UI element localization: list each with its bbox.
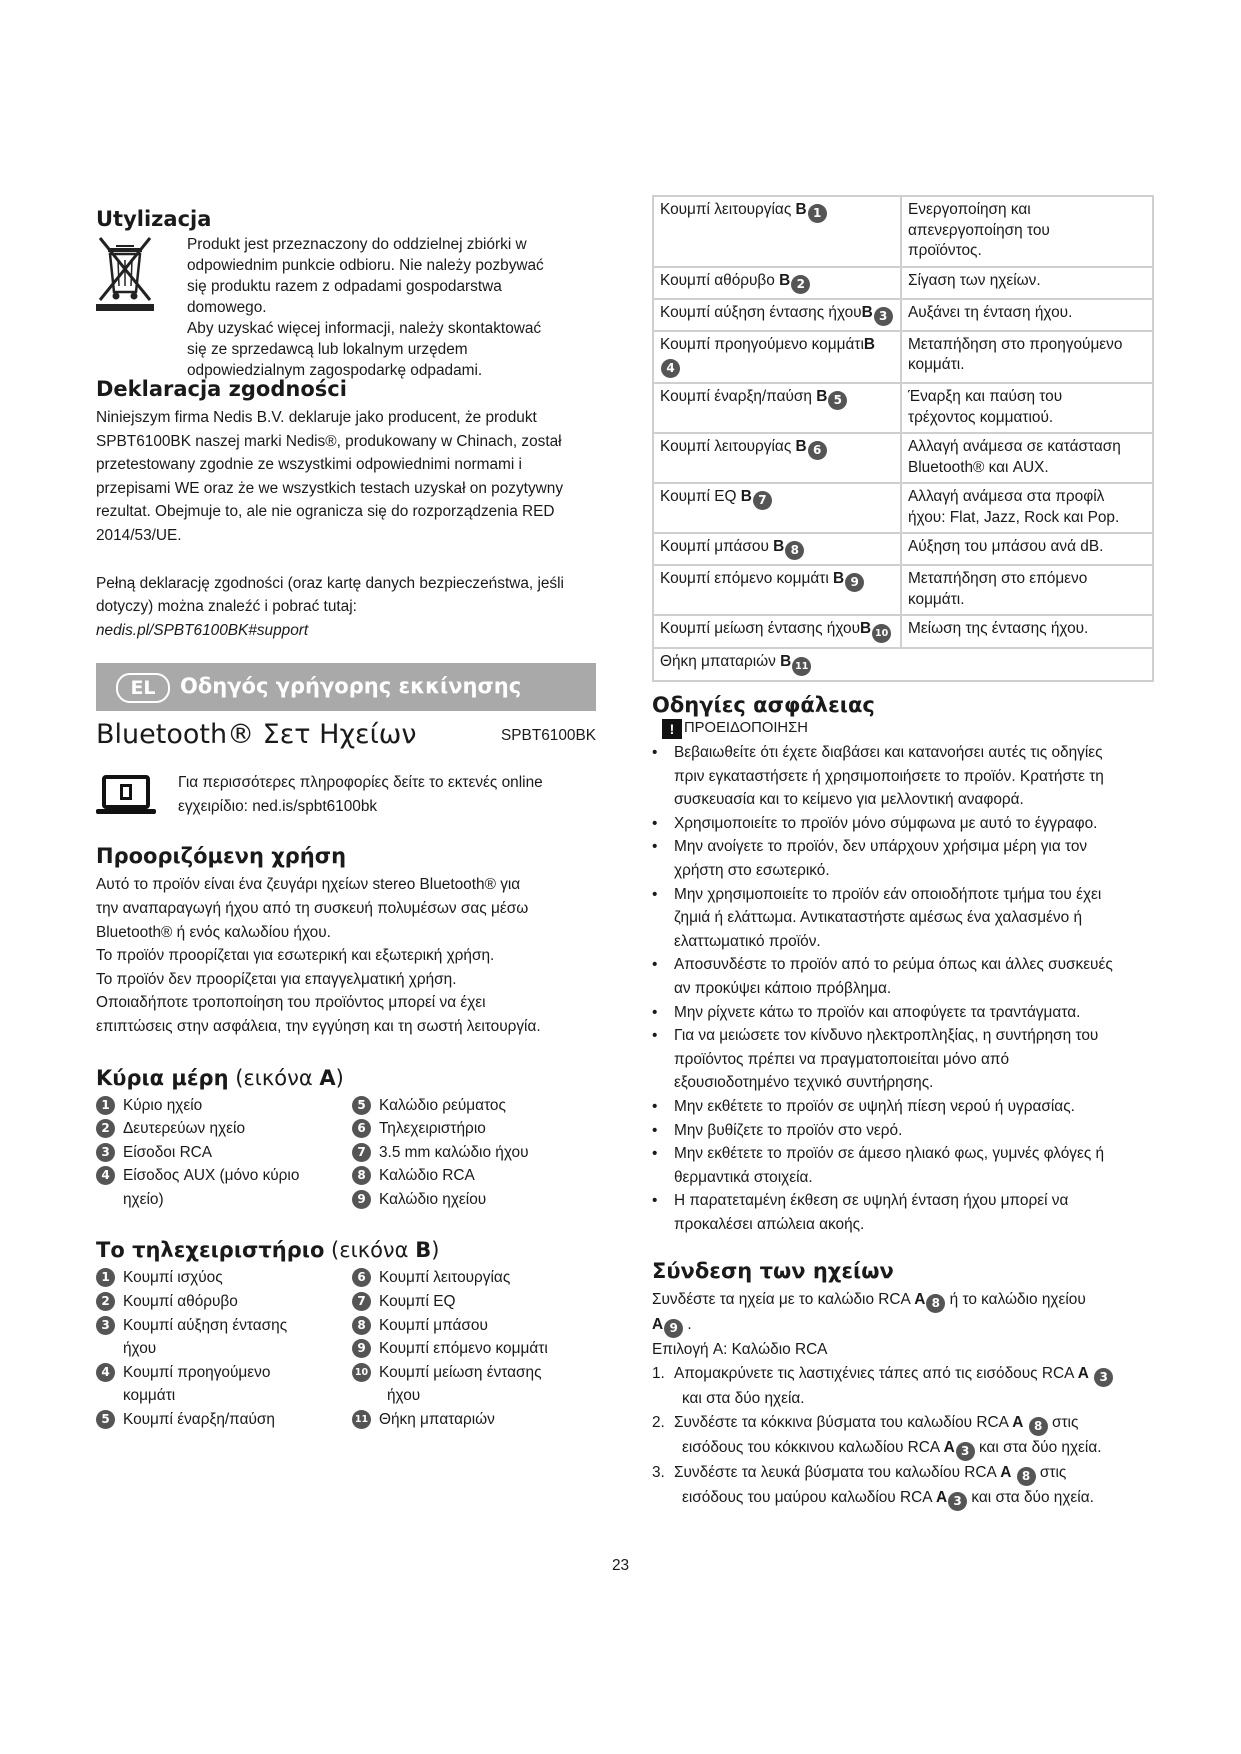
cell-text: Κουμπί EQ (660, 488, 741, 505)
button-name-cell (653, 565, 901, 615)
number-badge: 3 (1094, 1368, 1113, 1387)
text-line: Αυτό το προϊόν είναι ένα ζευγάρι ηχείων stereo Bluetooth® για (96, 876, 521, 894)
button-functions-table (652, 195, 1154, 682)
table-row (653, 267, 1153, 299)
table-row (653, 433, 1153, 483)
list-item (352, 1290, 592, 1314)
step-number: 3. (652, 1463, 665, 1481)
cell-line: Ενεργοποίηση και (908, 201, 1031, 218)
text-line: Bluetooth® ή ενός καλωδίου ήχου. (96, 923, 331, 941)
button-name-cell (653, 648, 1153, 681)
table-row (653, 331, 1153, 384)
number-badge: 7 (753, 491, 772, 510)
text-line (674, 1411, 1154, 1436)
cell-line: Μείωση της έντασης ήχου. (908, 620, 1089, 637)
part-label: Καλώδιο ρεύματος (379, 1096, 506, 1114)
text-line (674, 1461, 1154, 1486)
text-line: Οποιαδήποτε τροποποίηση του προϊόντος μπορεί να έχει (96, 994, 486, 1012)
figure-ref: A (652, 1316, 664, 1334)
text-line: Το προϊόν δεν προορίζεται για επαγγελματική χρήση. (96, 970, 457, 988)
right-column (652, 195, 1154, 1511)
list-item (352, 1164, 592, 1188)
figure-ref: B (415, 1238, 432, 1263)
title-main: Κύρια μέρη (96, 1065, 229, 1090)
text-line: προϊόντος πρέπει να πραγματοποιείται μόνο από (674, 1050, 1010, 1068)
declaration-text (96, 406, 596, 642)
title-end: ) (431, 1238, 440, 1263)
cell-text: Θήκη μπαταριών (660, 653, 781, 670)
number-badge: 8 (785, 541, 804, 560)
text-line: domowego. (187, 299, 267, 316)
language-badge: EL (116, 673, 170, 703)
remote-parts-list (96, 1266, 596, 1431)
list-item (652, 1095, 1154, 1119)
title-end: ) (335, 1065, 344, 1090)
text-line: 2014/53/UE. (96, 526, 182, 544)
cell-text: Κουμπί αύξηση έντασης ήχου (660, 303, 862, 321)
text-line: χρήστη στο εσωτερικό. (674, 861, 830, 879)
number-badge: 4 (96, 1363, 115, 1382)
list-item (652, 1189, 1154, 1236)
text-line: πριν εγκαταστήσετε ή χρησιμοποιήσετε το προϊόν. Κρατήστε τη (674, 767, 1104, 785)
banner-title: Οδηγός γρήγορης εκκίνησης (180, 674, 522, 699)
list-item (652, 1024, 1154, 1095)
part-label: Είσοδος AUX (μόνο κύριο (123, 1167, 300, 1185)
table-row (653, 533, 1153, 565)
number-badge: 10 (352, 1363, 371, 1382)
number-badge: 4 (96, 1166, 115, 1185)
main-parts-title (96, 1065, 596, 1091)
number-badge: 1 (808, 204, 827, 223)
function-cell (901, 483, 1153, 533)
number-badge: 6 (352, 1268, 371, 1287)
cell-text: Κουμπί μείωση έντασης ήχου (660, 620, 861, 637)
cell-text: Κουμπί προηγούμενο κομμάτι (660, 335, 864, 353)
safety-title: Οδηγίες ασφάλειας (652, 693, 875, 717)
remote-parts-right (352, 1266, 592, 1431)
figure-ref: B (861, 303, 873, 321)
declaration-title: Deklaracja zgodności (96, 377, 347, 401)
product-header (96, 715, 596, 759)
text-line: θερμαντικά στοιχεία. (674, 1168, 813, 1186)
text-line (674, 1362, 1154, 1387)
figure-ref: B (860, 620, 872, 637)
list-item (652, 1119, 1154, 1143)
warning-line (662, 718, 1154, 739)
main-parts-right (352, 1094, 592, 1212)
text-line: • Μην εκθέτετε το προϊόν σε άμεσο ηλιακό φως, γυμνές φλόγες ή (674, 1145, 1105, 1163)
number-badge: 8 (1029, 1417, 1048, 1436)
cell-text: Κουμπί έναρξη/παύση (660, 388, 817, 405)
list-item (352, 1337, 592, 1361)
text-line: odpowiednim punkcie odbioru. Nie należy pozbywać (187, 257, 544, 274)
number-badge: 3 (874, 307, 893, 326)
list-item (652, 1142, 1154, 1189)
part-label: Κουμπί αθόρυβο (123, 1293, 238, 1311)
part-label: Θήκη μπαταριών (379, 1411, 495, 1429)
function-cell (901, 433, 1153, 483)
text-run: εισόδους του κόκκινου καλωδίου RCA (682, 1438, 944, 1456)
figure-ref: B (833, 570, 845, 587)
function-cell (901, 331, 1153, 384)
cell-text: Κουμπί λειτουργίας (660, 201, 796, 218)
list-item (352, 1188, 592, 1212)
remote-parts-title (96, 1237, 596, 1263)
disposal-title: Utylizacja (96, 207, 212, 231)
figure-ref: A (319, 1065, 336, 1090)
cell-line: τρέχοντος κομματιού. (908, 408, 1054, 426)
figure-ref: B (740, 488, 752, 505)
safety-list (652, 741, 1154, 1236)
left-column (96, 206, 596, 1432)
number-badge: 8 (352, 1166, 371, 1185)
number-badge: 9 (664, 1319, 683, 1338)
text-line: • Μην ρίχνετε κάτω το προϊόν και αποφύγετε τα τραντάγματα. (674, 1003, 1081, 1021)
cell-text: Κουμπί λειτουργίας (660, 438, 796, 455)
part-label: Κουμπί προηγούμενο (123, 1363, 271, 1381)
part-label: Είσοδοι RCA (123, 1143, 213, 1161)
button-name-cell (653, 483, 901, 533)
text-run: Συνδέστε τα κόκκινα βύσματα του καλωδίου RCA (674, 1413, 1013, 1431)
button-name-cell (653, 383, 901, 433)
part-label: Καλώδιο ηχείου (379, 1190, 487, 1208)
list-item (96, 1266, 352, 1290)
text-line: επιπτώσεις στην ασφάλεια, την εγγύηση και τη σωστή λειτουργία. (96, 1017, 541, 1035)
list-item-continuation (96, 1188, 352, 1212)
part-label: κομμάτι (123, 1387, 176, 1405)
list-item (96, 1094, 352, 1118)
table-row (653, 648, 1153, 681)
product-title: Bluetooth® Σετ Ηχείων (96, 719, 417, 751)
number-badge: 7 (352, 1143, 371, 1162)
text-line: się ze sprzedawcą lub lokalnym urzędem (187, 341, 468, 358)
cell-line: απενεργοποίηση του (908, 221, 1050, 239)
part-label: Κουμπί λειτουργίας (379, 1269, 511, 1287)
number-badge: 5 (96, 1410, 115, 1429)
text-line: ζημιά ή ελάττωμα. Αντικαταστήστε αμέσως ένα χαλασμένο ή (674, 909, 1083, 927)
text-line: την αναπαραγωγή ήχου από τη συσκευή πολυμέσων σας μέσω (96, 899, 529, 917)
text-line: SPBT6100BK naszej marki Nedis®, produkowany w Chinach, został (96, 432, 562, 450)
list-item-continuation (352, 1384, 592, 1408)
button-name-cell (653, 615, 901, 648)
number-badge: 8 (352, 1316, 371, 1335)
table-row (653, 615, 1153, 648)
part-label: ηχείο) (123, 1190, 164, 1208)
cell-line: Μεταπήδηση στο επόμενο (908, 570, 1088, 587)
number-badge: 7 (352, 1292, 371, 1311)
text-line: • Μην βυθίζετε το προϊόν στο νερό. (674, 1121, 903, 1139)
text-line: odpowiedzialnym zagospodarkę odpadami. (187, 362, 483, 379)
table-row (653, 565, 1153, 615)
text-run: στις (1047, 1413, 1079, 1431)
number-badge: 10 (872, 624, 891, 643)
list-item (96, 1164, 352, 1188)
number-badge: 11 (792, 657, 811, 676)
support-link[interactable]: nedis.pl/SPBT6100BK#support (96, 621, 309, 639)
text-line (674, 1486, 1154, 1511)
figure-ref: A (1000, 1463, 1012, 1481)
number-badge: 8 (926, 1294, 945, 1313)
list-item (352, 1094, 592, 1118)
step-item (652, 1411, 1154, 1461)
part-label: Κουμπί επόμενο κομμάτι (379, 1340, 548, 1358)
list-item (96, 1117, 352, 1141)
warning-label: ΠΡΟΕΙΔΟΠΟΙΗΣΗ (684, 720, 808, 736)
warning-triangle-icon: ! (662, 719, 682, 739)
disposal-section (96, 206, 596, 379)
part-label: Κουμπί αύξηση έντασης (123, 1316, 288, 1334)
step-number: 2. (652, 1413, 665, 1431)
text-run: και στα δύο ηχεία. (967, 1488, 1094, 1506)
list-item (96, 1408, 352, 1432)
list-item (96, 1361, 352, 1385)
list-item (96, 1141, 352, 1165)
title-suffix: (εικόνα (228, 1065, 320, 1090)
text-line: • Χρησιμοποιείτε το προϊόν μόνο σύμφωνα με αυτό το έγγραφο. (674, 814, 1098, 832)
cell-line: Αυξάνει τη ένταση ήχου. (908, 303, 1073, 321)
cell-text: Κουμπί μπάσου (660, 538, 774, 555)
table-body (653, 196, 1153, 681)
text-line: rezultat. Obejmuje to, ale nie ogranicza się do rozporządzenia RED (96, 503, 555, 521)
main-parts-list (96, 1094, 596, 1212)
text-line: συσκευασία και το κείμενο για μελλοντική αναφορά. (674, 791, 1024, 809)
button-name-cell (653, 331, 901, 384)
figure-ref: B (816, 388, 828, 405)
cell-line: Αύξηση του μπάσου ανά dB. (908, 538, 1104, 555)
list-item (652, 741, 1154, 812)
cell-line: Μεταπήδηση στο προηγούμενο (908, 335, 1123, 353)
cell-text: Κουμπί επόμενο κομμάτι (660, 570, 834, 587)
number-badge: 1 (96, 1096, 115, 1115)
text-line (674, 1387, 1154, 1411)
text-line: • Για να μειώσετε τον κίνδυνο ηλεκτροπληξίας, η συντήρηση του (674, 1027, 1099, 1045)
text-line: εγχειρίδιο: ned.is/spbt6100bk (178, 797, 378, 815)
text-line: się produktu razem z odpadami gospodarstwa (187, 278, 502, 295)
number-badge: 3 (956, 1442, 975, 1461)
function-cell (901, 299, 1153, 331)
part-label: ήχου (387, 1387, 421, 1405)
text-line: dotyczy) można znaleźć i pobrać tutaj: (96, 598, 357, 616)
disposal-text (187, 234, 587, 381)
number-badge: 3 (96, 1316, 115, 1335)
text-run: και στα δύο ηχεία. (974, 1438, 1102, 1456)
part-label: ήχου (123, 1340, 157, 1358)
list-item (652, 835, 1154, 882)
title-suffix: (εικόνα (324, 1238, 416, 1263)
button-name-cell (653, 433, 901, 483)
number-badge: 5 (828, 391, 847, 410)
figure-ref: B (863, 335, 875, 353)
button-name-cell (653, 299, 901, 331)
function-cell (901, 383, 1153, 433)
figure-ref: A (935, 1488, 948, 1506)
number-badge: 9 (352, 1190, 371, 1209)
part-label: Κύριο ηχείο (123, 1096, 203, 1114)
part-label: Καλώδιο RCA (379, 1167, 475, 1185)
main-parts-left (96, 1094, 352, 1212)
table-row (653, 483, 1153, 533)
connect-intro-cont (652, 1313, 1154, 1338)
remote-parts-left (96, 1266, 352, 1431)
list-item (96, 1314, 352, 1338)
number-badge: 9 (845, 573, 864, 592)
steps-list (652, 1362, 1154, 1511)
text-line: • Η παρατεταμένη έκθεση σε υψηλή ένταση ήχου μπορεί να (674, 1192, 1069, 1210)
number-badge: 11 (352, 1410, 371, 1429)
text-line: • Μην χρησιμοποιείτε το προϊόν εάν οποιοδήποτε τμήμα του έχει (674, 885, 1102, 903)
table-row (653, 299, 1153, 331)
laptop-manual-icon (96, 775, 156, 815)
title-main: Το τηλεχειριστήριο (96, 1238, 325, 1263)
text-line: ελαττωματικό προϊόν. (674, 932, 821, 950)
function-cell (901, 615, 1153, 648)
text-line: προκαλέσει απώλεια ακοής. (674, 1215, 865, 1233)
online-manual-note (96, 771, 596, 831)
list-item (352, 1141, 592, 1165)
list-item-continuation (96, 1384, 352, 1408)
intended-use-text (96, 873, 596, 1038)
text-run: Συνδέστε τα ηχεία με το καλώδιο RCA (652, 1291, 915, 1309)
text-line: przetestowany zgodnie ze wszystkimi odpowiednimi normami i (96, 456, 522, 474)
step-item (652, 1461, 1154, 1511)
number-badge: 2 (96, 1119, 115, 1138)
figure-ref: B (795, 438, 807, 455)
list-item (352, 1361, 592, 1385)
part-label: Κουμπί ισχύος (123, 1269, 223, 1287)
part-label: Δευτερεύων ηχείο (123, 1120, 245, 1138)
list-item (352, 1314, 592, 1338)
text-line: • Αποσυνδέστε το προϊόν από το ρεύμα όπως και άλλες συσκευές (674, 956, 1113, 974)
part-label: Τηλεχειριστήριο (379, 1120, 486, 1138)
text-run: Συνδέστε τα λευκά βύσματα του καλωδίου RCA (674, 1463, 1001, 1481)
text-line: αν προκύψει κάποιο πρόβλημα. (674, 979, 892, 997)
figure-ref: B (795, 201, 807, 218)
cell-line: Αλλαγή ανάμεσα στα προφίλ (908, 488, 1105, 505)
cell-line: Bluetooth® και AUX. (908, 458, 1049, 476)
text-line: przepisami WE oraz że we wszystkich testach uzyskał on pozytywny (96, 479, 564, 497)
text-line: • Μην εκθέτετε το προϊόν σε υψηλή πίεση νερού ή υγρασίας. (674, 1097, 1075, 1115)
text-line: εξουσιοδοτημένο τεχνικό συντήρησης. (674, 1074, 934, 1092)
cell-line: Αλλαγή ανάμεσα σε κατάσταση (908, 438, 1121, 455)
list-item (652, 812, 1154, 836)
text-run: ή το καλώδιο ηχείου (945, 1291, 1086, 1309)
page-number: 23 (611, 1557, 630, 1574)
figure-ref: A (943, 1438, 955, 1456)
cell-line: κομμάτι. (908, 590, 965, 608)
button-name-cell (653, 267, 901, 299)
list-item (652, 883, 1154, 954)
part-label: Κουμπί μπάσου (379, 1316, 488, 1334)
text-run: εισόδους του μαύρου καλωδίου RCA (682, 1488, 936, 1506)
number-badge: 2 (791, 275, 810, 294)
function-cell (901, 267, 1153, 299)
table-row (653, 196, 1153, 267)
figure-ref: B (773, 538, 785, 555)
function-cell (901, 565, 1153, 615)
number-badge: 8 (1017, 1467, 1036, 1486)
list-item-continuation (96, 1337, 352, 1361)
number-badge: 3 (948, 1492, 967, 1511)
button-name-cell (653, 533, 901, 565)
number-badge: 2 (96, 1292, 115, 1311)
cell-line: κομμάτι. (908, 356, 965, 373)
number-badge: 4 (661, 359, 680, 378)
text-run: στις (1035, 1463, 1067, 1481)
cell-line: Έναρξη και παύση του (908, 388, 1063, 405)
text-line: Το προϊόν προορίζεται για εσωτερική και εξωτερική χρήση. (96, 947, 495, 965)
connect-intro (652, 1288, 1154, 1313)
number-badge: 6 (808, 441, 827, 460)
figure-ref: A (1077, 1365, 1089, 1383)
text-line: Produkt jest przeznaczony do oddzielnej zbiórki w (187, 236, 527, 253)
figure-ref: A (914, 1291, 926, 1309)
text-run: Απομακρύνετε τις λαστιχένιες τάπες από τις εισόδους RCA (674, 1365, 1078, 1383)
part-label: Κουμπί EQ (379, 1293, 456, 1311)
list-item (96, 1290, 352, 1314)
figure-ref: B (779, 271, 791, 289)
cell-line: προϊόντος. (908, 242, 982, 259)
product-code: SPBT6100BK (501, 727, 596, 745)
list-item (652, 953, 1154, 1000)
list-item (652, 1001, 1154, 1025)
part-label: Κουμπί μείωση έντασης (379, 1363, 542, 1381)
number-badge: 1 (96, 1268, 115, 1287)
step-number: 1. (652, 1365, 665, 1383)
cell-text: Κουμπί αθόρυβο (660, 271, 780, 289)
text-line: • Μην ανοίγετε το προϊόν, δεν υπάρχουν χρήσιμα μέρη για τον (674, 838, 1088, 856)
cell-line: Σίγαση των ηχείων. (908, 271, 1041, 289)
text-run: . (683, 1316, 692, 1334)
text-line: Aby uzyskać więcej informacji, należy skontaktować (187, 320, 542, 337)
function-cell (901, 196, 1153, 267)
button-name-cell (653, 196, 901, 267)
list-item (352, 1266, 592, 1290)
text-line: Για περισσότερες πληροφορίες δείτε το εκτενές online (178, 774, 543, 792)
text-line (674, 1436, 1154, 1461)
list-item (352, 1408, 592, 1432)
connect-title: Σύνδεση των ηχείων (652, 1259, 894, 1284)
number-badge: 3 (96, 1143, 115, 1162)
option-a-label: Επιλογή A: Καλώδιο RCA (652, 1341, 828, 1359)
text-line: Pełną deklarację zgodności (oraz kartę danych bezpieczeństwa, jeśli (96, 574, 564, 592)
function-cell (901, 533, 1153, 565)
figure-ref: A (1012, 1413, 1024, 1431)
cell-line: ήχου: Flat, Jazz, Rock και Pop. (908, 508, 1120, 526)
number-badge: 5 (352, 1096, 371, 1115)
manual-text (178, 771, 588, 818)
intended-use-title: Προοριζόμενη χρήση (96, 844, 347, 869)
number-badge: 9 (352, 1339, 371, 1358)
part-label: Κουμπί έναρξη/παύση (123, 1411, 275, 1429)
crossed-bin-icon (96, 236, 154, 312)
list-item (352, 1117, 592, 1141)
language-banner (96, 663, 596, 711)
step-item (652, 1362, 1154, 1411)
figure-ref: B (780, 653, 792, 670)
text-run: και στα δύο ηχεία. (682, 1390, 805, 1408)
number-badge: 6 (352, 1119, 371, 1138)
part-label: 3.5 mm καλώδιο ήχου (379, 1143, 529, 1161)
text-line: • Βεβαιωθείτε ότι έχετε διαβάσει και κατανοήσει αυτές τις οδηγίες (674, 744, 1103, 761)
table-row (653, 383, 1153, 433)
text-line: Niniejszym firma Nedis B.V. deklaruje jako producent, że produkt (96, 409, 537, 426)
